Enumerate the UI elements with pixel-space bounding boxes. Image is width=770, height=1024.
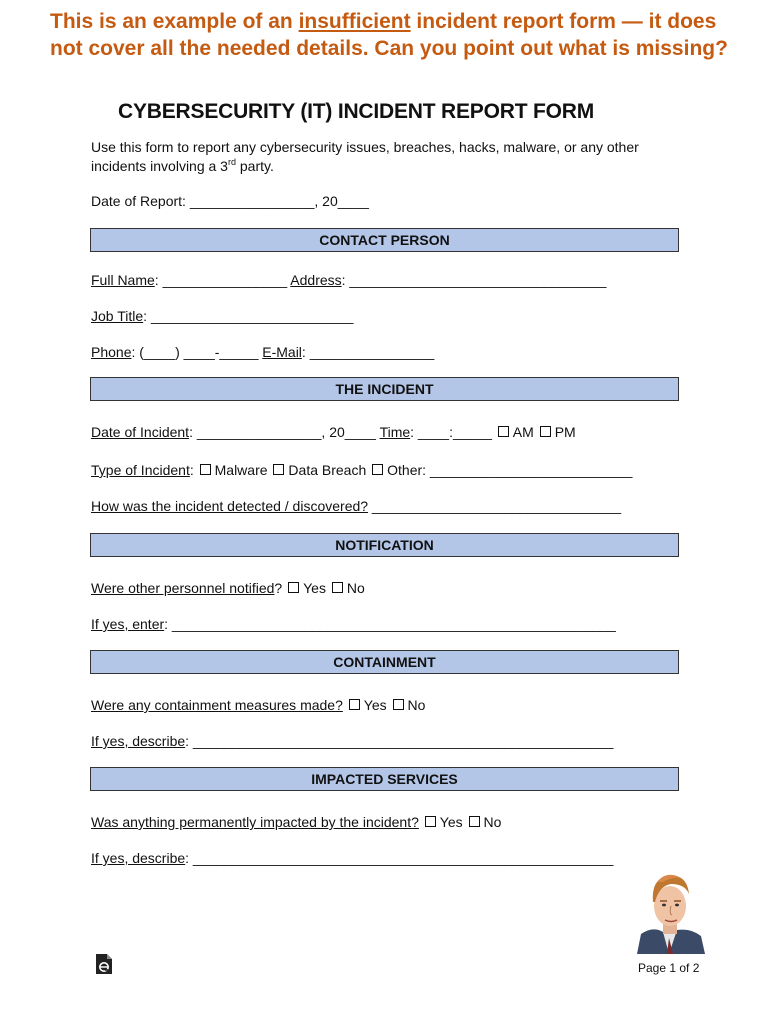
section-header-incident: THE INCIDENT xyxy=(90,377,679,401)
impacted-no-checkbox[interactable] xyxy=(469,816,480,827)
job-title-row xyxy=(91,307,353,325)
containment-describe-field[interactable]: : ______________________________________________________ xyxy=(185,733,614,749)
containment-row xyxy=(91,696,425,714)
am-label: AM xyxy=(512,424,534,440)
job-title-field[interactable]: : __________________________ xyxy=(143,308,354,324)
page-number: Page 1 of 2 xyxy=(638,961,700,975)
impacted-yes-checkbox[interactable] xyxy=(425,816,436,827)
type-of-incident-label: Type of Incident xyxy=(91,462,190,478)
notified-row xyxy=(91,579,365,597)
impacted-yes-label: Yes xyxy=(439,814,463,830)
impacted-detail-row xyxy=(91,849,613,867)
detected-row xyxy=(91,497,621,515)
impacted-describe-label: If yes, describe xyxy=(91,850,186,866)
time-field[interactable]: : ____:_____ xyxy=(410,424,496,440)
containment-question: Were any containment measures made? xyxy=(91,697,343,713)
form-intro xyxy=(91,138,661,176)
section-header-containment: CONTAINMENT xyxy=(90,650,679,674)
containment-describe-label: If yes, describe xyxy=(91,733,186,749)
section-header-notification: NOTIFICATION xyxy=(90,533,679,557)
containment-yes-label: Yes xyxy=(363,697,387,713)
incident-type-row xyxy=(91,461,632,479)
incident-date-row xyxy=(91,423,576,441)
man-portrait-illustration xyxy=(633,872,705,954)
full-name-label: Full Name xyxy=(91,272,155,288)
intro-text: Use this form to report any cybersecurity issues, breaches, hacks, malware, or any other incidents involving a 3 xyxy=(91,139,639,174)
intro-text-end: party. xyxy=(236,158,274,174)
type-colon: : xyxy=(189,462,194,478)
phone-field[interactable]: : (____) ____-_____ xyxy=(131,344,263,360)
if-yes-enter-label: If yes, enter xyxy=(91,616,165,632)
question-mark: ? xyxy=(274,580,283,596)
data-breach-label: Data Breach xyxy=(288,462,367,478)
impacted-describe-field[interactable]: : ______________________________________________________ xyxy=(185,850,614,866)
notified-question: Were other personnel notified xyxy=(91,580,275,596)
section-header-impacted: IMPACTED SERVICES xyxy=(90,767,679,791)
date-of-incident-field[interactable]: : ________________, 20____ xyxy=(189,424,380,440)
containment-no-label: No xyxy=(407,697,426,713)
eforms-logo-icon xyxy=(94,952,114,976)
notified-yes-label: Yes xyxy=(303,580,326,596)
instruction-banner xyxy=(50,8,750,62)
date-of-report-field[interactable]: Date of Report: ________________, 20____ xyxy=(91,193,369,209)
section-header-contact: CONTACT PERSON xyxy=(90,228,679,252)
containment-yes-checkbox[interactable] xyxy=(349,699,360,710)
impacted-row xyxy=(91,813,501,831)
date-of-incident-label: Date of Incident xyxy=(91,424,190,440)
data-breach-checkbox[interactable] xyxy=(273,464,284,475)
malware-checkbox[interactable] xyxy=(200,464,211,475)
if-yes-enter-field[interactable]: : _________________________________________________________ xyxy=(164,616,616,632)
email-field[interactable]: : ________________ xyxy=(301,344,435,360)
other-field[interactable]: Other: __________________________ xyxy=(387,462,633,478)
full-name-row xyxy=(91,271,606,289)
impacted-no-label: No xyxy=(483,814,502,830)
notified-no-checkbox[interactable] xyxy=(332,582,343,593)
address-field[interactable]: : _________________________________ xyxy=(341,272,607,288)
am-checkbox[interactable] xyxy=(498,426,509,437)
notified-no-label: No xyxy=(346,580,365,596)
job-title-label: Job Title xyxy=(91,308,144,324)
full-name-field[interactable]: : ________________ xyxy=(154,272,291,288)
other-checkbox[interactable] xyxy=(372,464,383,475)
detected-field[interactable]: ________________________________ xyxy=(368,498,622,514)
malware-label: Malware xyxy=(214,462,268,478)
detected-label: How was the incident detected / discovered? xyxy=(91,498,369,514)
banner-emphasis: insufficient xyxy=(298,10,411,33)
form-title: CYBERSECURITY (IT) INCIDENT REPORT FORM xyxy=(118,100,594,123)
notified-yes-checkbox[interactable] xyxy=(288,582,299,593)
banner-text-2: incident report form — it does not cover all the needed details. Can you point out what is missing? xyxy=(50,10,728,60)
impacted-question: Was anything permanently impacted by the incident? xyxy=(91,814,419,830)
phone-row xyxy=(91,343,434,361)
containment-no-checkbox[interactable] xyxy=(393,699,404,710)
containment-detail-row xyxy=(91,732,613,750)
time-label: Time xyxy=(379,424,411,440)
pm-checkbox[interactable] xyxy=(540,426,551,437)
email-label: E-Mail xyxy=(262,344,302,360)
address-label: Address xyxy=(290,272,342,288)
intro-superscript: rd xyxy=(227,157,236,167)
pm-label: PM xyxy=(554,424,576,440)
phone-label: Phone xyxy=(91,344,132,360)
banner-text-1: This is an example of an xyxy=(50,10,299,33)
notified-detail-row xyxy=(91,615,616,633)
